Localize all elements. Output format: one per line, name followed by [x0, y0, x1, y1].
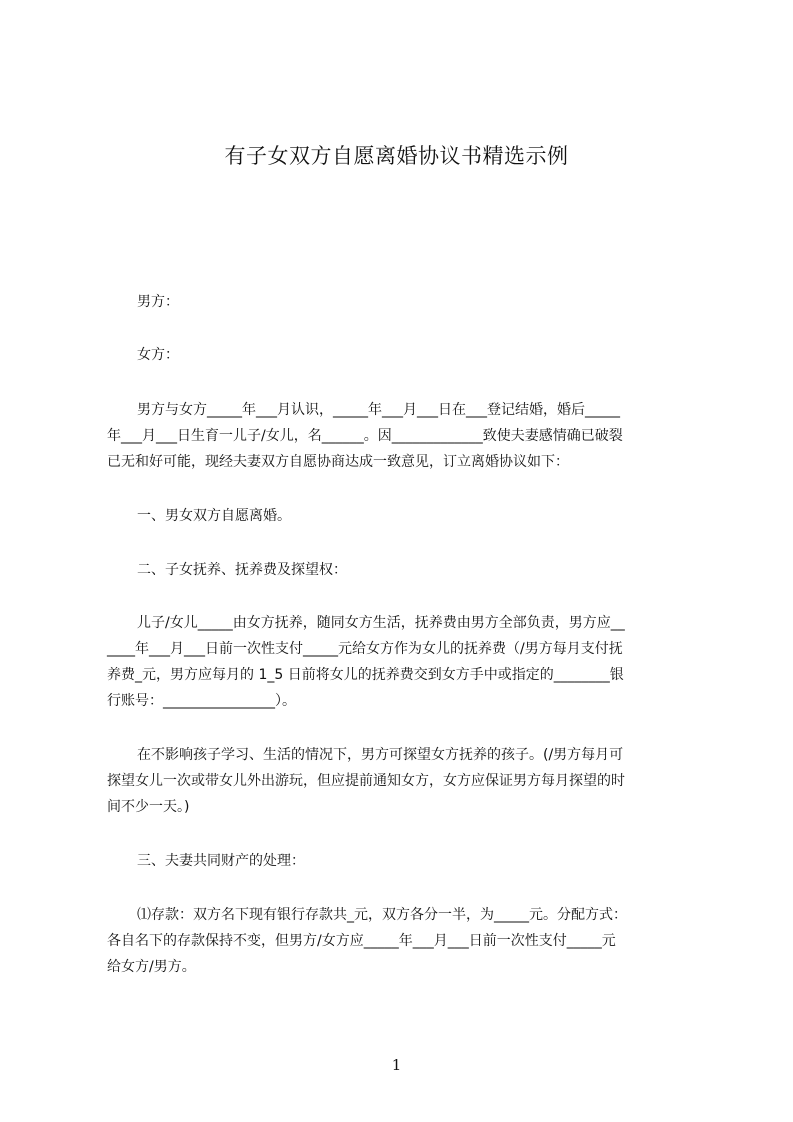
document-title: 有子女双方自愿离婚协议书精选示例 — [224, 144, 569, 168]
custody-line-3: 养费_元，男方应每月的 1_5 日前将女儿的抚养费交到女方手中或指定的________银 — [107, 667, 624, 683]
intro-line-1: 男方与女方_____年___月认识，_____年___月___日在___登记结婚，婚后_____ — [137, 402, 620, 418]
woman-label: 女方： — [137, 347, 179, 363]
section-two-heading: 二、子女抚养、抚养费及探望权： — [137, 562, 347, 578]
section-one-heading: 一、男女双方自愿离婚。 — [137, 508, 291, 524]
visitation-line-1: 在不影响孩子学习、生活的情况下，男方可探望女方抚养的孩子。(/男方每月可 — [137, 747, 624, 763]
visitation-line-3: 间不少一天。) — [107, 799, 190, 815]
deposit-line-3: 给女方/男方。 — [107, 959, 196, 975]
deposit-line-2: 各自名下的存款保持不变，但男方/女方应_____年___月___日前一次性支付_____元 — [107, 933, 616, 949]
custody-line-4: 行账号：________________）。 — [107, 693, 296, 709]
intro-line-2: 年___月___日生育一儿子/女儿，名______。因_____________致使夫妻感情确已破裂 — [107, 428, 623, 444]
man-label: 男方： — [137, 294, 179, 310]
section-three-heading: 三、夫妻共同财产的处理： — [137, 853, 305, 869]
intro-line-3: 已无和好可能，现经夫妻双方自愿协商达成一致意见，订立离婚协议如下： — [107, 454, 569, 470]
custody-line-1: 儿子/女儿_____由女方抚养，随同女方生活，抚养费由男方全部负责，男方应__ — [137, 615, 625, 631]
deposit-line-1: ⑴存款：双方名下现有银行存款共_元，双方各分一半，为_____元。分配方式： — [137, 907, 627, 923]
page-number: 1 — [391, 1056, 402, 1074]
visitation-line-2: 探望女儿一次或带女儿外出游玩，但应提前通知女方，女方应保证男方每月探望的时 — [107, 773, 625, 789]
custody-line-2: ____年___月___日前一次性支付_____元给女方作为女儿的抚养费（/男方每月支付抚 — [107, 641, 623, 657]
